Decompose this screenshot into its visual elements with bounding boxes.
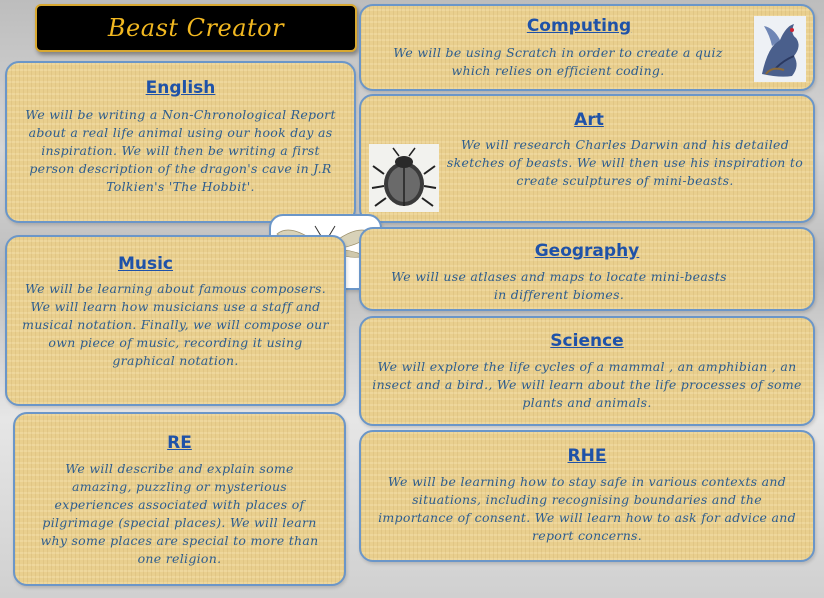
english-text: We will be writing a Non-Chronological Report about a real life animal using our hook day as inspiration. We will then be writing a first person description of the dragon's cave in J.R Tolkien's 'The Hobbit'. [25,107,336,194]
computing-card [359,4,815,91]
rhe-text: We will be learning how to stay safe in various contexts and situations, including recognising boundaries and the importance of consent. We will learn how to ask for advice and report concerns. [378,474,796,543]
music-heading: Music [117,254,174,274]
art-card [359,94,815,223]
science-card [359,316,815,426]
music-card [5,235,346,406]
beetle-image [369,144,439,212]
music-text: We will be learning about famous composers. We will learn how musicians use a staff and musical notation. Finally, we will compose our own piece of music, recording it using graphical notation. [22,281,329,368]
dragon-image [754,16,806,82]
rhe-card [359,430,815,562]
art-heading: Art [574,110,604,130]
science-text: We will explore the life cycles of a mammal , an amphibian , an insect and a bird., We will learn about the life processes of some plants and animals. [372,359,802,410]
art-text: We will research Charles Darwin and his detailed sketches of beasts. We will then use his inspiration to create sculptures of mini-beasts. [446,137,804,188]
english-card [5,61,356,223]
re-card [13,412,346,586]
title-banner [35,4,357,52]
re-text: We will describe and explain some amazing, puzzling or mysterious experiences associated with places of pilgrimage (special places). We will learn why some places are special to more than one religion. [40,461,319,566]
geography-card [359,227,815,311]
science-heading: Science [550,331,624,351]
page-title: Beast Creator [107,14,285,42]
geography-text: We will use atlases and maps to locate mini-beasts in different biomes. [391,269,727,302]
re-heading: RE [167,433,192,453]
geography-heading: Geography [534,241,640,261]
english-heading: English [145,78,216,98]
computing-text: We will be using Scratch in order to create a quiz which relies on efficient coding. [393,45,723,78]
rhe-heading: RHE [567,446,607,466]
computing-heading: Computing [526,16,632,36]
